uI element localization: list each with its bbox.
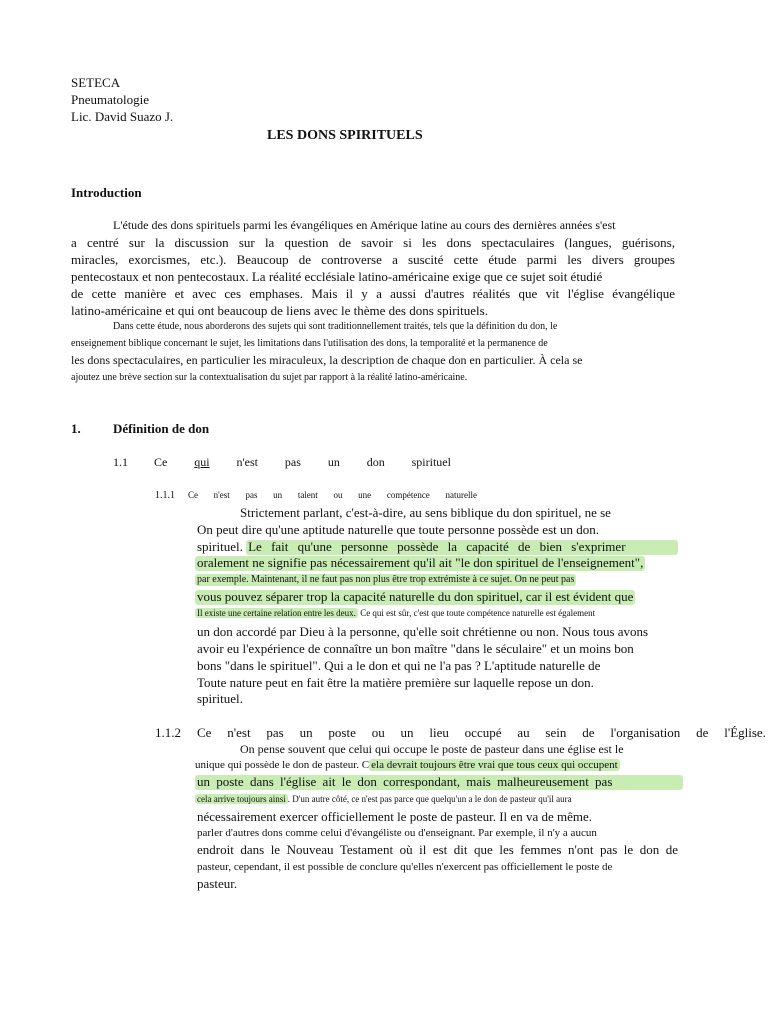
text-line — [197, 540, 707, 555]
highlighted-text: oralement ne signifie pas nécessairement qu'il ait "le don spirituel de l'enseignement", — [197, 555, 644, 570]
word: pas — [266, 725, 284, 740]
word: l'organisation — [610, 725, 681, 740]
word: sein — [545, 725, 567, 740]
text-line: spirituel. — [197, 691, 243, 706]
text-line: a centré sur la discussion sur la question de savoir si les dons spectaculaires (langues, guérisons, — [71, 235, 675, 250]
text-line: pentecostaux et non pentecostaux. La réalité ecclésiale latino-américaine exige que ce sujet soit étudié — [71, 269, 603, 284]
subsubsection-number: 1.1.1 — [155, 490, 175, 501]
course-name: Pneumatologie — [71, 92, 149, 107]
text-line — [195, 794, 572, 804]
word: compétence — [386, 490, 430, 500]
word: pas — [245, 490, 258, 500]
text-line: On peut dire qu'une aptitude naturelle que toute personne possède est un don. — [197, 522, 599, 537]
word: don — [366, 455, 385, 469]
text-line: latino-américaine et qui ont beaucoup de liens avec le thème des dons spirituels. — [71, 303, 488, 318]
text-line: pasteur. — [197, 876, 238, 891]
text-line: les dons spectaculaires, en particulier les miraculeux, la description de chaque don en particulier. À cela se — [71, 353, 583, 367]
word: un — [327, 455, 340, 469]
text-run: unique qui possède le don de pasteur. C — [195, 759, 370, 771]
text-run: spirituel. — [197, 539, 243, 554]
word: poste — [328, 725, 356, 740]
word: de — [696, 725, 709, 740]
highlighted-text — [246, 540, 678, 555]
word: ou — [371, 725, 385, 740]
text-line: un don accordé par Dieu à la personne, qu'elle soit chrétienne ou non. Nous tous avons — [197, 624, 649, 639]
word: un — [400, 725, 414, 740]
highlighted-text: vous pouvez séparer trop la capacité naturelle du don spirituel, car il est évident que — [197, 589, 634, 604]
highlighted-text — [195, 775, 683, 790]
text-line: Strictement parlant, c'est-à-dire, au sens biblique du don spirituel, ne se — [240, 505, 611, 520]
word: talent — [297, 490, 318, 500]
highlighted-text: par exemple. Maintenant, il ne faut pas non plus être trop extrémiste à ce sujet. On ne peut pas — [197, 574, 575, 585]
word: spirituel — [411, 455, 451, 469]
word: n'est — [213, 490, 230, 500]
text-line — [195, 608, 595, 618]
highlighted-text: Il existe une certaine relation entre les deux. — [197, 608, 356, 618]
section-title: Définition de don — [113, 421, 210, 436]
text-run: . D'un autre côté, ce n'est pas parce que quelqu'un a le don de pasteur qu'il aura — [287, 794, 572, 804]
word: qui — [194, 455, 210, 469]
word: de — [582, 725, 595, 740]
intro-heading: Introduction — [71, 185, 142, 200]
word: naturelle — [445, 490, 477, 500]
text-line: de cette manière et avec ces emphases. Mais il y a aussi d'autres réalités que vit l'église évangélique — [71, 286, 675, 301]
subsubsection-title — [188, 490, 477, 500]
highlighted-text: cela arrive toujours ainsi — [197, 794, 286, 804]
word: n'est — [227, 725, 251, 740]
highlighted-text: ela devrait toujours être vrai que tous ceux qui occupent — [371, 759, 618, 771]
text-line: bons "dans le spirituel". Qui a le don et qui ne l'a pas ? L'aptitude naturelle de — [197, 658, 601, 673]
word: l'Église. — [724, 725, 766, 740]
text-line: enseignement biblique concernant le sujet, les limitations dans l'utilisation des dons, la temporalité et la permanence de — [71, 338, 548, 349]
subsubsection-number: 1.1.2 — [155, 725, 181, 740]
word: lieu — [429, 725, 449, 740]
subsection-title — [154, 456, 451, 470]
text-run: un poste dans l'église ait le don correspondant, mais malheureusement pas — [197, 774, 613, 789]
text-line: pasteur, cependant, il est possible de conclure qu'elles n'exercent pas officiellement le poste de — [197, 861, 613, 873]
subsection-number: 1.1 — [113, 455, 128, 469]
author-name: Lic. David Suazo J. — [71, 109, 174, 124]
text-line: Toute nature peut en fait être la matière première sur laquelle repose un don. — [197, 675, 594, 690]
text-line: nécessairement exercer officiellement le poste de pasteur. Il en va de même. — [197, 809, 592, 824]
text-run: Ce qui est sûr, c'est que toute compétence naturelle est également — [360, 608, 596, 618]
word: Ce — [197, 725, 212, 740]
text-line: Dans cette étude, nous aborderons des sujets qui sont traditionnellement traités, tels que la définition du don, le — [113, 321, 558, 332]
text-line: avoir eu l'expérience de connaître un bon maître "dans le séculaire" et un moins bon — [197, 641, 634, 656]
school-name: SETECA — [71, 75, 121, 90]
word: n'est — [236, 455, 258, 469]
word: occupé — [464, 725, 502, 740]
text-line: miracles, exorcismes, etc.). Beaucoup de controverse a suscité cette étude parmi les divers groupes — [71, 252, 675, 267]
word: pas — [284, 455, 301, 469]
word: une — [358, 490, 372, 500]
word: un — [273, 490, 283, 500]
word: ou — [333, 490, 343, 500]
text-line: ajoutez une brève section sur la contextualisation du sujet par rapport à la réalité latino-américaine. — [71, 372, 468, 383]
word: Ce — [188, 490, 198, 500]
word: au — [517, 725, 530, 740]
word: Ce — [154, 455, 168, 469]
section-number: 1. — [71, 421, 81, 436]
text-line: L'étude des dons spirituels parmi les évangéliques en Amérique latine au cours des dernières années s'est — [113, 218, 616, 232]
text-line: endroit dans le Nouveau Testament où il est dit que les femmes n'ont pas le don de — [197, 842, 678, 857]
subsubsection-title — [197, 726, 766, 741]
text-run: Le fait qu'une personne possède la capacité de bien s'exprimer — [248, 539, 626, 554]
word: un — [299, 725, 313, 740]
document-title: LES DONS SPIRITUELS — [267, 128, 423, 143]
text-line: On pense souvent que celui qui occupe le poste de pasteur dans une église est le — [240, 742, 624, 756]
text-line — [195, 759, 620, 772]
text-line: parler d'autres dons comme celui d'évangéliste ou d'enseignant. Par exemple, il n'y a aucun — [197, 827, 597, 839]
